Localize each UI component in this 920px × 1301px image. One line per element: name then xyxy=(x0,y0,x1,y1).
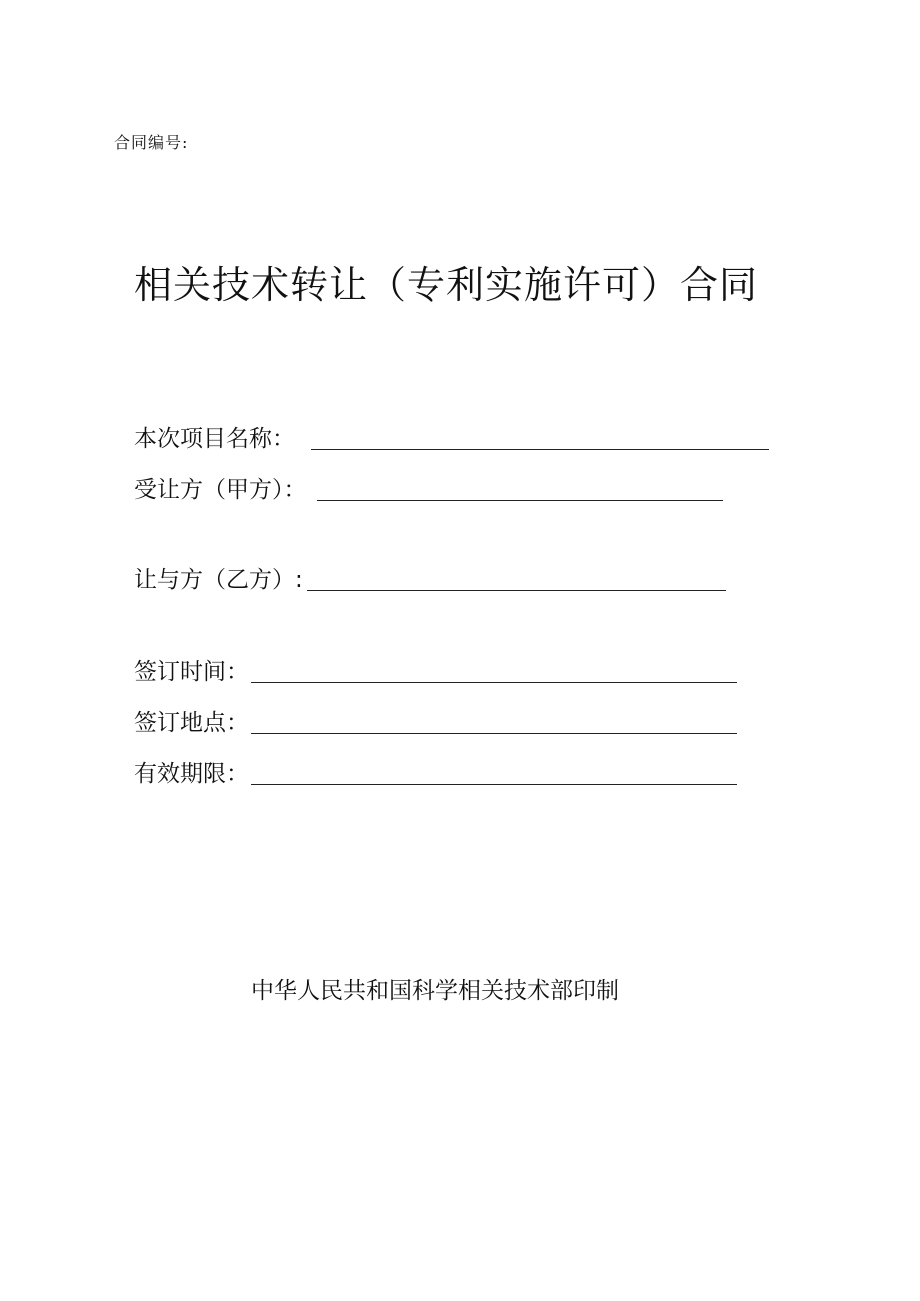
party-b-blank-line xyxy=(307,589,726,591)
validity-field xyxy=(134,757,737,791)
party-b-field xyxy=(134,563,726,597)
validity-label: 有效期限： xyxy=(134,761,249,787)
sign-time-label: 签订时间： xyxy=(134,659,249,685)
validity-blank-line xyxy=(251,783,737,785)
sign-place-blank-line xyxy=(251,732,737,734)
sign-place-field xyxy=(134,706,737,740)
page-title: 相关技术转让（专利实施许可）合同 xyxy=(134,263,759,307)
party-a-field xyxy=(134,473,723,507)
sign-time-field xyxy=(134,655,737,689)
project-name-blank-line xyxy=(311,448,769,450)
project-name-label: 本次项目名称： xyxy=(134,426,295,452)
sign-time-blank-line xyxy=(251,681,737,683)
publisher-footer: 中华人民共和国科学相关技术部印制 xyxy=(251,978,619,1004)
contract-number-label: 合同编号: xyxy=(114,133,189,152)
party-a-blank-line xyxy=(317,499,723,501)
party-b-label: 让与方（乙方）: xyxy=(134,567,303,593)
project-name-field xyxy=(134,422,769,456)
sign-place-label: 签订地点： xyxy=(134,710,249,736)
party-a-label: 受让方（甲方）： xyxy=(134,477,307,503)
